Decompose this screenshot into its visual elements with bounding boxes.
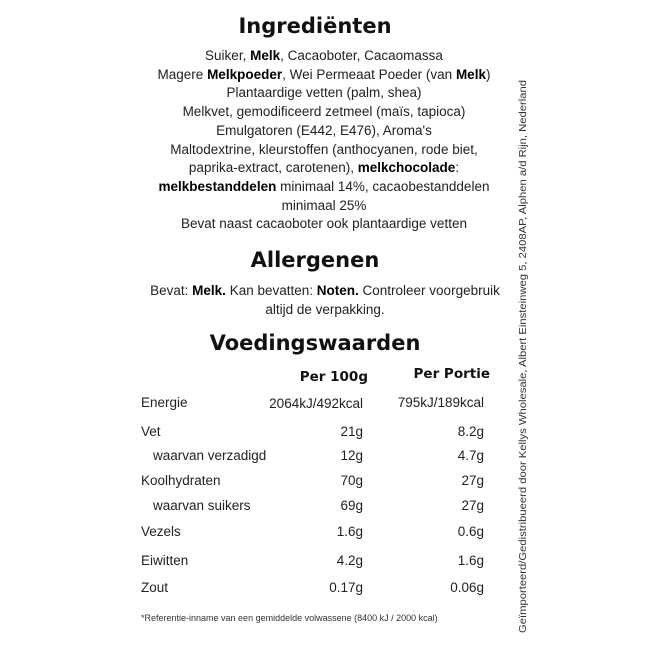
nutrient-label: waarvan suikers: [153, 498, 251, 513]
value-per-100g: 2064kJ/492kcal: [269, 396, 363, 411]
value-per-portie: 795kJ/189kcal: [397, 395, 484, 410]
nutrition-row: [0, 473, 650, 493]
nutrition-row: [0, 448, 650, 468]
value-per-100g: 69g: [340, 498, 363, 513]
ingredient-line: [118, 122, 530, 141]
allergen-text: Controleer voor: [358, 283, 456, 298]
value-per-100g: 21g: [340, 424, 363, 439]
value-per-100g: 0.17g: [329, 580, 363, 595]
nutrition-heading: Voedingswaarden: [209, 331, 421, 355]
ingredient-text: minimaal 14%, cacaobestanddelen: [276, 178, 490, 194]
nutrition-row: [0, 524, 650, 544]
ingredient-text: Melkvet, gemodificeerd zetmeel (maïs, tapioca): [182, 104, 466, 120]
nutrient-label: Zout: [141, 580, 169, 595]
nutrient-label: waarvan verzadigd: [153, 448, 267, 463]
nutrition-row: [0, 424, 650, 444]
allergen-text: Bevat:: [150, 283, 193, 298]
ingredients-heading: Ingrediënten: [238, 14, 392, 38]
ingredient-bold-term: melkchocolade: [357, 160, 456, 176]
ingredient-text: minimaal 25%: [281, 197, 367, 213]
nutrient-label: Koolhydraten: [141, 473, 221, 488]
ingredient-line: [118, 141, 530, 160]
allergen-text: Kan bevatten:: [225, 283, 317, 298]
allergens-text: [145, 282, 505, 319]
ingredient-text: , Wei Permeaat Poeder (van: [282, 66, 456, 82]
ingredient-text: ): [485, 66, 491, 82]
column-header-per-100g: Per 100g: [299, 369, 368, 385]
column-header-per-portie: Per Portie: [413, 366, 490, 382]
ingredient-bold-term: melkbestanddelen: [158, 178, 277, 194]
nutrient-label: Vezels: [141, 524, 181, 539]
ingredient-line: [118, 178, 530, 197]
importer-address: [513, 78, 531, 633]
ingredient-line: [118, 84, 530, 103]
value-per-100g: 70g: [340, 473, 363, 488]
allergen-text: gebruik altijd de verpakking.: [265, 283, 500, 317]
ingredient-text: :: [455, 160, 460, 176]
ingredient-bold-term: Melk: [250, 48, 281, 63]
ingredient-line: [118, 66, 530, 85]
nutrient-label: Vet: [141, 424, 161, 439]
value-per-portie: 0.06g: [450, 580, 484, 595]
value-per-100g: 12g: [340, 448, 363, 463]
value-per-100g: 1.6g: [336, 524, 363, 539]
ingredient-line: [118, 103, 530, 122]
ingredient-line: [118, 47, 530, 66]
ingredient-bold-term: Melkpoeder: [207, 66, 283, 82]
ingredient-bold-term: Melk: [455, 66, 486, 82]
nutrition-row: [0, 580, 650, 600]
ingredient-line: [118, 215, 530, 234]
allergen-bold-term: Melk.: [192, 283, 226, 298]
ingredient-text: Magere: [157, 66, 208, 82]
ingredient-text: paprika-extract, carotenen),: [188, 160, 358, 176]
value-per-portie: 27g: [461, 498, 484, 513]
importer-address-text: Geïmporteerd/Gedistribueerd door Kellys Wholesale, Albert Einsteinweg 5, 2408AP, Alphen a/d Rijn, Nederland: [517, 116, 529, 633]
nutrient-label: Eiwitten: [141, 553, 189, 568]
ingredient-text: Plantaardige vetten (palm, shea): [226, 85, 422, 101]
nutrition-row: [0, 553, 650, 573]
value-per-100g: 4.2g: [336, 553, 363, 568]
ingredient-text: Emulgatoren (E442, E476), Aroma's: [216, 122, 432, 138]
nutrition-row: [0, 498, 650, 518]
value-per-portie: 4.7g: [457, 448, 484, 463]
value-per-portie: 27g: [461, 473, 484, 488]
ingredient-text: Bevat naast cacaoboter ook plantaardige vetten: [181, 216, 467, 232]
ingredients-text: [118, 47, 530, 234]
ingredient-line: [118, 197, 530, 216]
allergens-heading: Allergenen: [250, 248, 380, 272]
ingredient-text: Maltodextrine, kleurstoffen (anthocyanen, rode biet,: [170, 141, 478, 157]
nutrition-row: [0, 395, 650, 415]
ingredient-text: , Cacaoboter, Cacaomassa: [280, 48, 443, 63]
ingredient-text: Suiker,: [205, 48, 251, 63]
reference-intake-footnote: *Referentie-inname van een gemiddelde volwassene (8400 kJ / 2000 kcal): [141, 613, 438, 623]
ingredient-line: [118, 159, 530, 178]
nutrient-label: Energie: [141, 395, 188, 410]
value-per-portie: 8.2g: [457, 424, 484, 439]
allergen-bold-term: Noten.: [316, 283, 359, 298]
value-per-portie: 0.6g: [457, 524, 484, 539]
value-per-portie: 1.6g: [457, 553, 484, 568]
allergen-line: [150, 283, 455, 298]
